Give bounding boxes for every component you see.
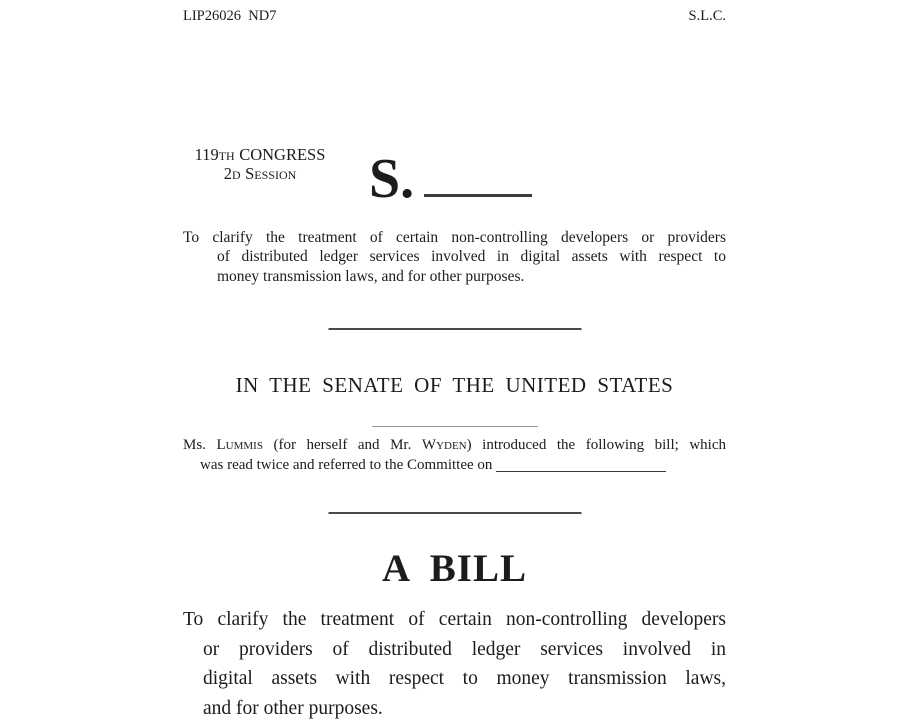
long-title-line: To clarify the treatment of certain non-controlling developers [183, 609, 726, 630]
congress-number: 119 [194, 145, 219, 164]
short-title-line: To clarify the treatment of certain non-controlling developers or providers [183, 229, 726, 246]
session-word: Session [245, 164, 297, 183]
congress-line [183, 146, 337, 165]
congress-session-block [183, 146, 337, 184]
cosponsor-name: Wyden [421, 437, 467, 453]
long-title-line: or providers of distributed ledger services involved in [203, 638, 726, 660]
sponsor-prefix: Ms. [183, 437, 217, 453]
long-title-line: and for other purposes. [203, 697, 383, 719]
congress-ordinal: TH [218, 149, 235, 163]
action-middle: (for herself and Mr. [262, 437, 422, 453]
short-title-line: of distributed ledger services involved in digital assets with respect to [217, 248, 726, 266]
session-line [183, 165, 337, 184]
bill-number-blank [424, 140, 532, 197]
session-number: 2 [223, 164, 232, 183]
long-title-paragraph [183, 605, 726, 723]
action-line-2 [200, 456, 726, 476]
congress-word: CONGRESS [239, 145, 326, 164]
sponsor-name: Lummis [216, 437, 263, 453]
bill-heading: A BILL [382, 547, 527, 590]
session-ordinal: D [231, 168, 241, 182]
short-title-line: money transmission laws, and for other purposes. [217, 267, 525, 285]
separator-rule-bottom [328, 512, 581, 514]
action-paragraph [183, 436, 726, 475]
stamp-row [183, 8, 726, 25]
separator-rule-top [328, 328, 581, 330]
bill-number-line [369, 140, 532, 210]
stamp-right: S.L.C. [688, 8, 726, 24]
action-line2-text: was read twice and referred to the Committee on [200, 456, 497, 473]
short-title-paragraph [183, 228, 726, 286]
stamp-left: LIP26026 ND7 [183, 8, 277, 24]
document-content [183, 0, 726, 725]
bill-prefix: S. [369, 148, 415, 210]
separator-rule-middle [372, 426, 538, 427]
action-line-1 [183, 436, 726, 456]
committee-name-blank [496, 458, 666, 472]
chamber-heading: IN THE SENATE OF THE UNITED STATES [235, 373, 674, 397]
action-line1-rest: ) introduced the following bill; which [466, 437, 726, 453]
long-title-line: digital assets with respect to money transmission laws, [203, 668, 726, 690]
